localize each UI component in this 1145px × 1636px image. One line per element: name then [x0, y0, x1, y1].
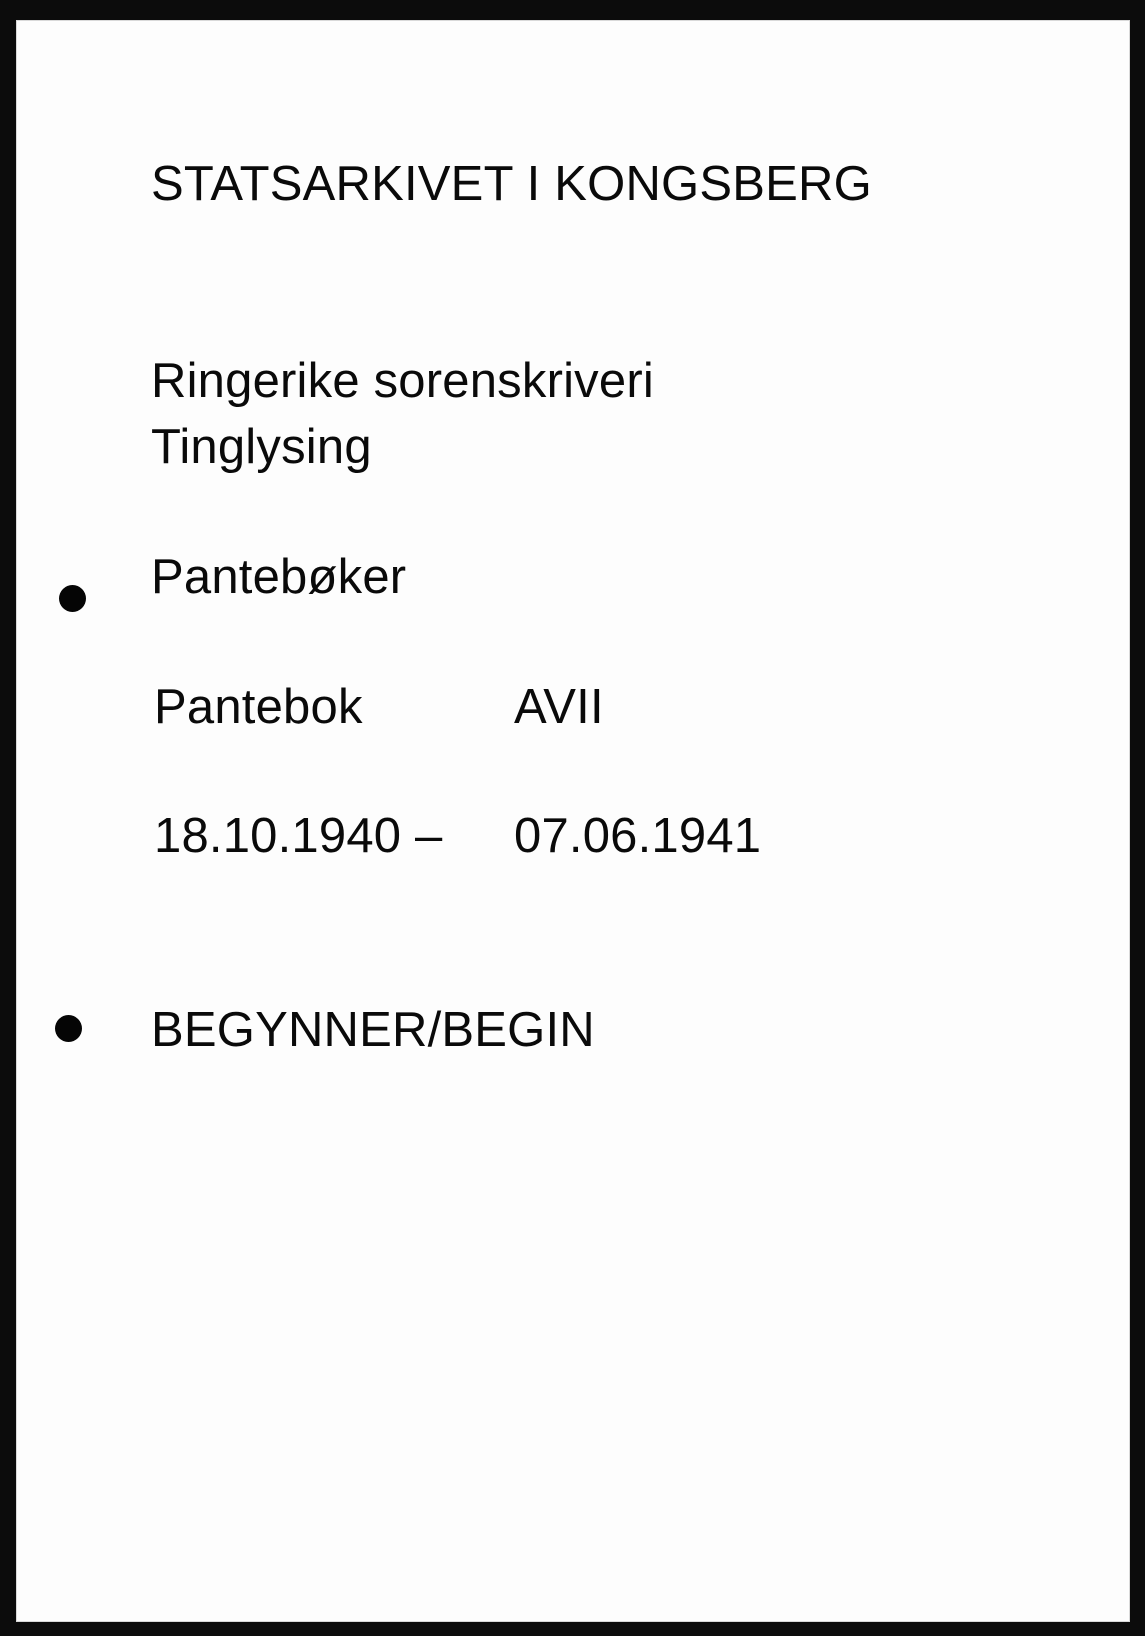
- begin-marker: BEGYNNER/BEGIN: [151, 1003, 595, 1057]
- date-range-start: 18.10.1940 –: [154, 809, 443, 863]
- archive-heading: STATSARKIVET I KONGSBERG: [151, 157, 872, 211]
- category-name: Tinglysing: [151, 420, 372, 474]
- bullet-icon: [59, 585, 86, 612]
- date-range-end: 07.06.1941: [514, 809, 762, 863]
- volume-label: Pantebok: [154, 680, 363, 734]
- series-name: Pantebøker: [151, 550, 407, 604]
- office-name: Ringerike sorenskriveri: [151, 354, 654, 408]
- bullet-icon: [55, 1015, 82, 1042]
- volume-id: AVII: [514, 680, 604, 734]
